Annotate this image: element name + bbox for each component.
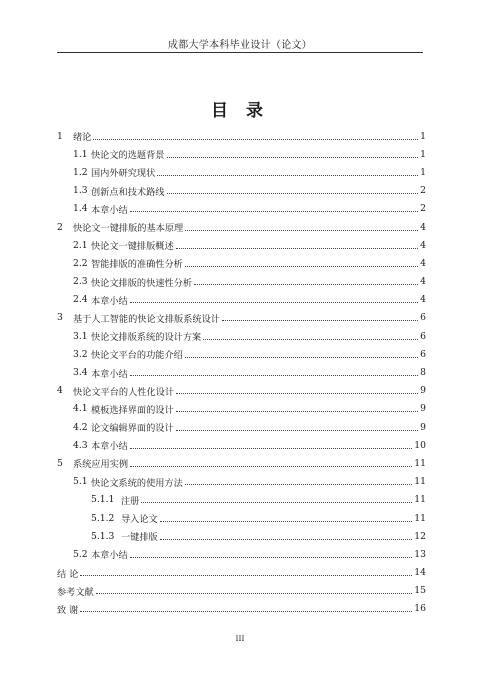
dot-leader <box>160 521 413 522</box>
toc-entry-number: 2.1 <box>73 239 88 251</box>
dot-leader <box>130 448 413 449</box>
dot-leader <box>93 139 418 140</box>
dot-leader <box>96 593 413 594</box>
toc-entry[interactable] <box>57 254 426 272</box>
dot-leader <box>130 466 412 467</box>
dot-leader <box>203 339 418 340</box>
toc-entry-number: 2.3 <box>73 276 88 288</box>
page-title: 目 录 <box>211 101 269 121</box>
toc-entry-number: 4.2 <box>73 421 88 433</box>
toc-entry-title: 结 论 <box>57 568 79 580</box>
dot-leader <box>176 393 418 394</box>
toc-entry-number: 5 <box>57 457 63 469</box>
dot-leader <box>222 320 418 321</box>
toc-entry[interactable] <box>57 127 426 145</box>
toc-entry-title: 论文编辑界面的设计 <box>91 423 174 435</box>
dot-leader <box>185 484 412 485</box>
dot-leader <box>167 157 419 158</box>
dot-leader <box>141 502 412 503</box>
toc-entry-number: 5.1.3 <box>91 530 115 542</box>
toc-entry-page: 15 <box>414 585 426 597</box>
toc-entry-page: 11 <box>414 494 426 506</box>
toc-entry-number: 4 <box>57 385 63 397</box>
toc-entry-page: 6 <box>420 348 426 360</box>
table-of-contents <box>57 127 426 618</box>
toc-entry-title: 致 谢 <box>57 604 79 616</box>
toc-entry-page: 1 <box>420 166 426 178</box>
toc-entry-title: 本章小结 <box>91 295 128 307</box>
toc-entry-page: 9 <box>420 403 426 415</box>
toc-entry[interactable] <box>57 273 426 291</box>
toc-entry[interactable] <box>57 491 426 509</box>
toc-entry-page: 4 <box>420 276 426 288</box>
toc-entry[interactable] <box>57 454 426 472</box>
toc-entry-number: 2.4 <box>73 294 88 306</box>
toc-entry[interactable] <box>57 436 426 454</box>
toc-entry-number: 3.1 <box>73 330 88 342</box>
toc-entry[interactable] <box>57 600 426 618</box>
toc-entry-page: 1 <box>420 148 426 160</box>
toc-entry-number: 2.2 <box>73 257 88 269</box>
dot-leader <box>176 248 418 249</box>
toc-entry[interactable] <box>57 291 426 309</box>
toc-entry-title: 快论文一键排版的基本原理 <box>73 223 184 235</box>
toc-entry[interactable] <box>57 382 426 400</box>
toc-entry-page: 14 <box>414 567 426 579</box>
toc-entry[interactable] <box>57 545 426 563</box>
toc-entry-page: 13 <box>414 548 426 560</box>
toc-entry-title: 快论文排版系统的设计方案 <box>91 332 202 344</box>
toc-entry-title: 智能排版的准确性分析 <box>91 259 183 271</box>
dot-leader <box>167 193 419 194</box>
toc-entry[interactable] <box>57 418 426 436</box>
toc-entry-page: 11 <box>414 457 426 469</box>
toc-entry-number: 5.1 <box>73 476 88 488</box>
toc-entry-number: 1.4 <box>73 203 88 215</box>
dot-leader <box>176 411 418 412</box>
toc-entry-title: 绪论 <box>73 132 92 144</box>
toc-entry[interactable] <box>57 145 426 163</box>
toc-entry[interactable] <box>57 400 426 418</box>
toc-entry[interactable] <box>57 582 426 600</box>
toc-entry[interactable] <box>57 363 426 381</box>
toc-entry[interactable] <box>57 527 426 545</box>
toc-entry-page: 11 <box>414 512 426 524</box>
page-number: III <box>235 634 245 643</box>
dot-leader <box>80 575 412 576</box>
header-rule <box>57 52 423 53</box>
toc-entry-title: 国内外研究现状 <box>91 168 156 180</box>
toc-entry[interactable] <box>57 236 426 254</box>
toc-entry[interactable] <box>57 564 426 582</box>
dot-leader <box>194 284 418 285</box>
dot-leader <box>130 557 413 558</box>
toc-entry-page: 4 <box>420 257 426 269</box>
toc-entry-title: 注册 <box>121 495 140 507</box>
toc-entry-title: 系统应用实例 <box>73 459 129 471</box>
toc-entry-number: 4.3 <box>73 439 88 451</box>
toc-entry-title: 本章小结 <box>91 441 128 453</box>
toc-entry[interactable] <box>57 163 426 181</box>
toc-entry-page: 9 <box>420 421 426 433</box>
toc-entry-number: 1.1 <box>73 148 88 160</box>
toc-entry-page: 4 <box>420 239 426 251</box>
dot-leader <box>157 175 418 176</box>
toc-entry-number: 5.1.2 <box>91 512 115 524</box>
toc-entry[interactable] <box>57 200 426 218</box>
toc-entry-title: 快论文排版的快速性分析 <box>91 277 193 289</box>
toc-entry-number: 3 <box>57 312 63 324</box>
toc-entry-page: 12 <box>414 530 426 542</box>
toc-entry-title: 基于人工智能的快论文排版系统设计 <box>73 313 220 325</box>
toc-entry-page: 11 <box>414 476 426 488</box>
toc-entry[interactable] <box>57 327 426 345</box>
toc-entry-page: 16 <box>414 603 426 615</box>
dot-leader <box>185 266 418 267</box>
toc-entry-page: 8 <box>420 367 426 379</box>
toc-entry-title: 参考文献 <box>57 586 94 598</box>
toc-entry-page: 1 <box>420 130 426 142</box>
toc-entry-number: 1.3 <box>73 185 88 197</box>
toc-entry-title: 本章小结 <box>91 550 128 562</box>
toc-entry-number: 4.1 <box>73 403 88 415</box>
toc-entry-page: 4 <box>420 294 426 306</box>
toc-entry[interactable] <box>57 473 426 491</box>
toc-entry-title: 模板选择界面的设计 <box>91 404 174 416</box>
toc-entry-title: 本章小结 <box>91 204 128 216</box>
toc-entry-page: 9 <box>420 385 426 397</box>
toc-entry-number: 1.2 <box>73 166 88 178</box>
toc-entry-page: 10 <box>414 439 426 451</box>
dot-leader <box>130 375 418 376</box>
toc-entry[interactable] <box>57 345 426 363</box>
toc-entry-number: 3.2 <box>73 348 88 360</box>
toc-entry-page: 6 <box>420 312 426 324</box>
dot-leader <box>176 430 418 431</box>
toc-entry-page: 2 <box>420 185 426 197</box>
toc-entry-number: 5.2 <box>73 548 88 560</box>
toc-entry-title: 快论文系统的使用方法 <box>91 477 183 489</box>
toc-entry-page: 4 <box>420 221 426 233</box>
toc-entry-title: 一键排版 <box>121 532 158 544</box>
running-header: 成都大学本科毕业设计（论文） <box>167 40 313 51</box>
toc-entry-title: 导入论文 <box>121 514 158 526</box>
toc-entry-title: 快论文平台的功能介绍 <box>91 350 183 362</box>
toc-entry-number: 2 <box>57 221 63 233</box>
dot-leader <box>130 302 418 303</box>
dot-leader <box>185 230 418 231</box>
toc-entry-title: 本章小结 <box>91 368 128 380</box>
toc-entry[interactable] <box>57 182 426 200</box>
toc-entry[interactable] <box>57 218 426 236</box>
toc-entry-page: 2 <box>420 203 426 215</box>
toc-entry[interactable] <box>57 309 426 327</box>
dot-leader <box>130 211 418 212</box>
toc-entry-number: 5.1.1 <box>91 494 115 506</box>
dot-leader <box>185 357 418 358</box>
dot-leader <box>160 539 413 540</box>
toc-entry-title: 创新点和技术路线 <box>91 186 165 198</box>
toc-entry-title: 快论文平台的人性化设计 <box>73 386 175 398</box>
toc-entry-page: 6 <box>420 330 426 342</box>
dot-leader <box>80 611 412 612</box>
toc-entry-title: 快论文的选题背景 <box>91 150 165 162</box>
toc-entry-title: 快论文一键排版概述 <box>91 241 174 253</box>
toc-entry-number: 1 <box>57 130 63 142</box>
toc-entry-number: 3.4 <box>73 367 88 379</box>
toc-entry[interactable] <box>57 509 426 527</box>
